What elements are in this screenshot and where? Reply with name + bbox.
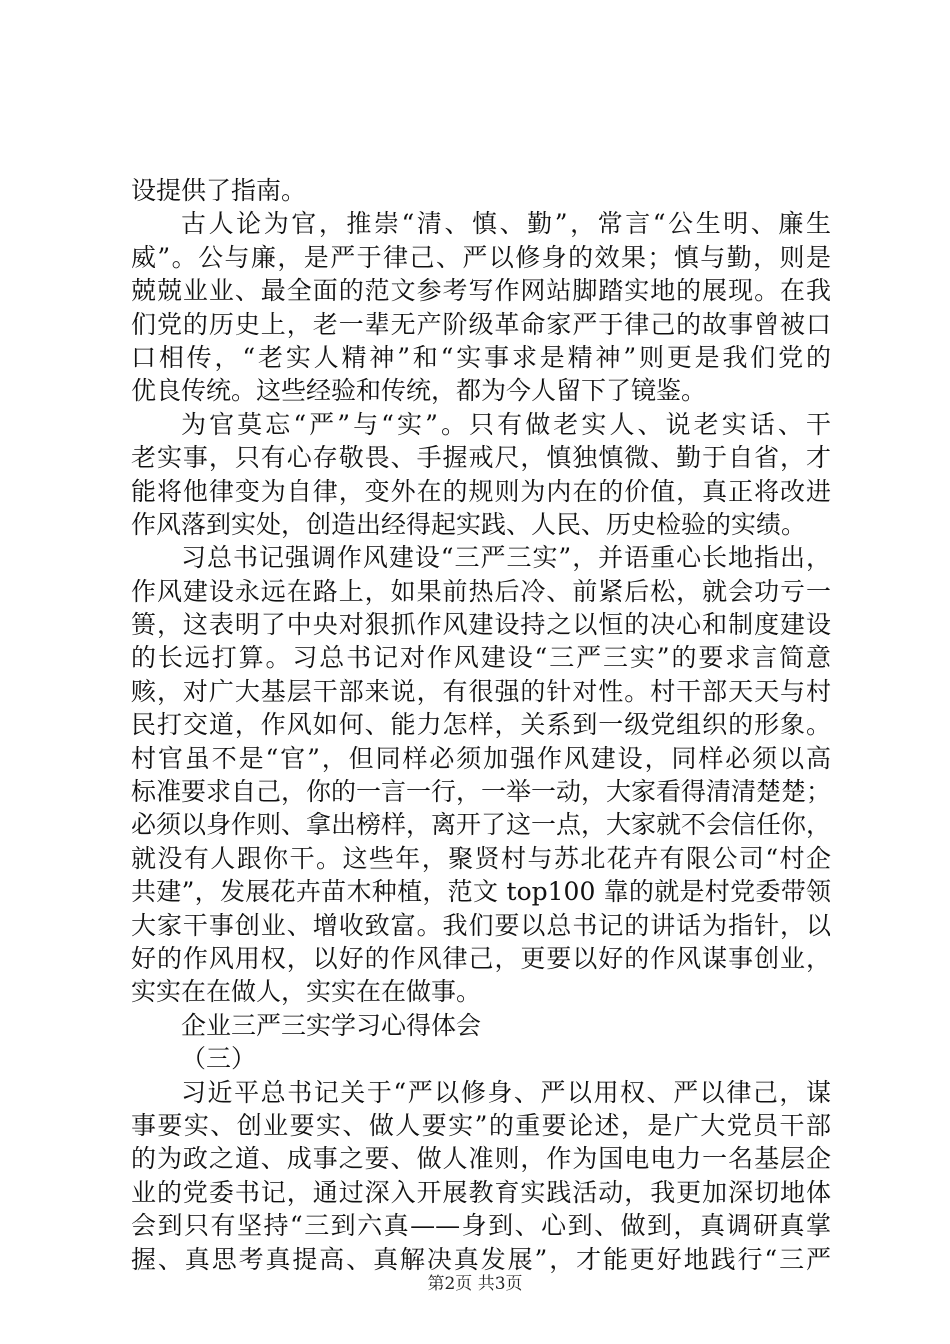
text-line: 作风落到实处，创造出经得起实践、人民、历史检验的实绩。	[131, 509, 807, 539]
text-line: 好的作风用权，以好的作风律己，更要以好的作风谋事创业，	[131, 943, 831, 973]
text-line: 威”。公与廉，是严于律己、严以修身的效果；慎与勤，则是	[131, 242, 831, 272]
text-line: 口相传，“老实人精神”和“实事求是精神”则更是我们党的	[131, 342, 831, 372]
text-line: 标准要求自己，你的一言一行，一举一动，大家看得清清楚楚；	[131, 777, 832, 807]
text-line: 事要实、创业要实、做人要实”的重要论述，是广大党员干部	[131, 1110, 831, 1140]
text-line: 共建”，发展花卉苗木种植，范文 top100 靠的就是村党委带领	[131, 877, 831, 907]
text-line: 的为政之道、成事之要、做人准则，作为国电电力一名基层企	[131, 1144, 831, 1174]
text-line: 篑，这表明了中央对狠抓作风建设持之以恒的决心和制度建设	[131, 610, 831, 640]
text-line: 老实事，只有心存敬畏、手握戒尺，慎独慎微、勤于自省，才	[131, 443, 831, 473]
text-line: 就没有人跟你干。这些年，聚贤村与苏北花卉有限公司“村企	[131, 843, 831, 873]
paragraph-first-line: 习总书记强调作风建设“三严三实”，并语重心长地指出，	[181, 543, 831, 573]
text-line: 大家干事创业、增收致富。我们要以总书记的讲话为指针，以	[131, 910, 831, 940]
text-line: 设提供了指南。	[131, 176, 307, 205]
text-line: 作风建设永远在路上，如果前热后冷、前紧后松，就会功亏一	[131, 576, 831, 606]
text-line: 实实在在做人，实实在在做事。	[131, 977, 482, 1007]
text-line: 的长远打算。习总书记对作风建设“三严三实”的要求言简意	[131, 643, 831, 673]
text-line: 必须以身作则、拿出榜样，离开了这一点，大家就不会信任你，	[131, 810, 832, 840]
text-line: 们党的历史上，老一辈无产阶级革命家严于律己的故事曾被口	[131, 309, 831, 339]
text-line: 赅，对广大基层干部来说，有很强的针对性。村干部天天与村	[131, 676, 831, 706]
text-line: 业的党委书记，通过深入开展教育实践活动，我更加深切地体	[131, 1177, 831, 1207]
text-line: 兢兢业业、最全面的范文参考写作网站脚踏实地的展现。在我	[131, 276, 831, 306]
text-line: 会到只有坚持“三到六真——身到、心到、做到，真调研真掌	[131, 1211, 831, 1241]
paragraph-first-line: 为官莫忘“严”与“实”。只有做老实人、说老实话、干	[181, 409, 831, 439]
text-line: 优良传统。这些经验和传统，都为今人留下了镜鉴。	[131, 376, 707, 406]
text-line: 能将他律变为自律，变外在的规则为内在的价值，真正将改进	[131, 476, 831, 506]
paragraph-first-line: 古人论为官，推崇“清、慎、勤”，常言“公生明、廉生	[181, 209, 831, 239]
text-line: 握、真思考真提高、真解决真发展”，才能更好地践行“三严	[131, 1244, 831, 1274]
text-line: 民打交道，作风如何、能力怎样，关系到一级党组织的形象。	[131, 710, 831, 740]
paragraph-first-line: 习近平总书记关于“严以修身、严以用权、严以律己，谋	[181, 1077, 831, 1107]
document-body	[131, 174, 831, 1276]
section-number: （三）	[181, 1044, 257, 1074]
text-line: 村官虽不是“官”，但同样必须加强作风建设，同样必须以高	[131, 743, 831, 773]
section-heading: 企业三严三实学习心得体会	[181, 1010, 482, 1040]
page-number-footer: 第2页 共3页	[427, 1274, 523, 1294]
